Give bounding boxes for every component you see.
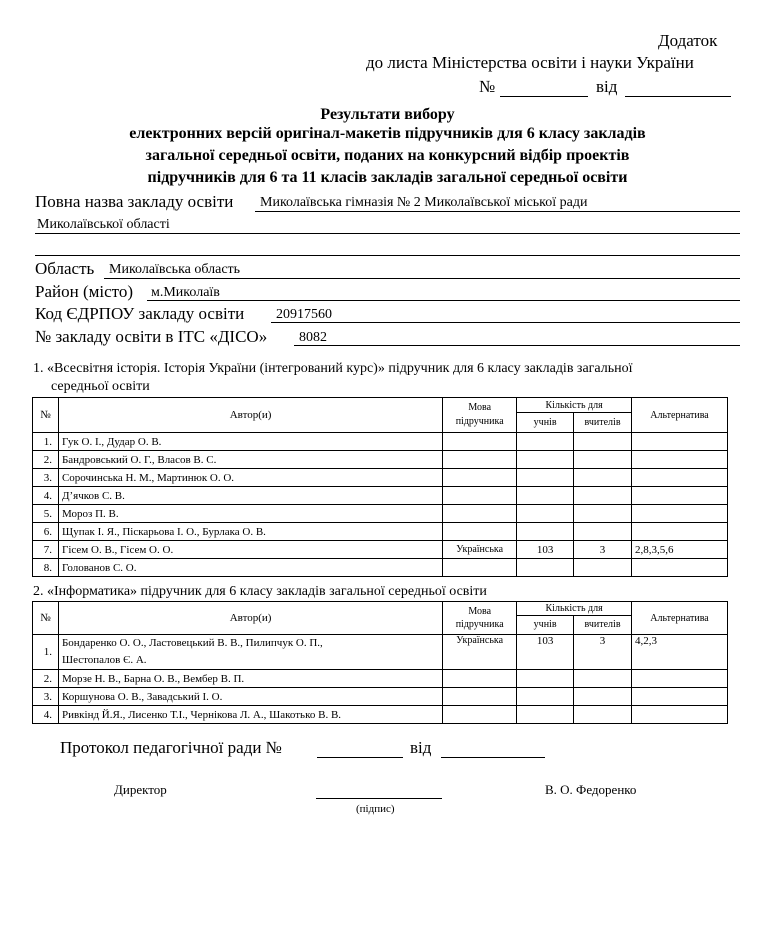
row-alternative: [632, 469, 728, 487]
row-author: Голованов С. О.: [58, 559, 442, 577]
institution-name-value-2: Миколаївської області: [37, 217, 170, 232]
institution-name-line: [255, 211, 740, 212]
table-row: [33, 670, 728, 688]
row-number: 8.: [33, 559, 59, 577]
history-table: [32, 397, 728, 577]
row-author: Гук О. І., Дудар О. В.: [58, 433, 442, 451]
diso-label: № закладу освіти в ІТС «ДІСО»: [35, 327, 268, 346]
row-students: [517, 670, 574, 688]
institution-name-label: Повна назва закладу освіти: [35, 192, 234, 211]
row-alternative: 2,8,3,5,6: [632, 541, 728, 559]
row-author-line-1: Бондаренко О. О., Ластовецький В. В., Пилипчук О. П.,: [61, 637, 323, 649]
header-quantity: Кількість для: [517, 398, 632, 413]
row-number: 4.: [33, 706, 59, 724]
header-no: №: [33, 602, 59, 635]
row-teachers: [574, 559, 632, 577]
header-language: Мова підручника: [443, 398, 517, 433]
director-name: В. О. Федоренко: [545, 782, 637, 797]
row-language: [443, 505, 517, 523]
appendix-label: Додаток: [658, 31, 718, 50]
institution-name-line-2: [35, 233, 740, 234]
header-teachers: вчителів: [574, 615, 632, 634]
row-teachers: [574, 505, 632, 523]
edrpou-line: [271, 322, 740, 323]
row-teachers: [574, 469, 632, 487]
row-author: Бандровський О. Г., Власов В. С.: [58, 451, 442, 469]
row-alternative: [632, 523, 728, 541]
number-blank: [500, 96, 588, 97]
region-line: [104, 278, 740, 279]
row-teachers: 3: [574, 541, 632, 559]
table-row: [33, 505, 728, 523]
row-language: [443, 487, 517, 505]
row-author: Гісем О. В., Гісем О. О.: [58, 541, 442, 559]
signature-line: [316, 798, 442, 799]
section-1-heading: 1. «Всесвітня історія. Історія України (інтегрований курс)» підручник для 6 класу закладів загальної: [33, 361, 633, 376]
date-blank: [625, 96, 731, 97]
row-number: 7.: [33, 541, 59, 559]
row-alternative: [632, 670, 728, 688]
row-teachers: [574, 688, 632, 706]
protocol-number-blank: [317, 757, 403, 758]
header-students: учнів: [517, 615, 574, 634]
header-language: Мова підручника: [443, 602, 517, 635]
row-teachers: [574, 451, 632, 469]
diso-line: [294, 345, 740, 346]
table-row: [33, 523, 728, 541]
edrpou-value: 20917560: [276, 307, 332, 322]
row-number: 3.: [33, 688, 59, 706]
row-number: 4.: [33, 487, 59, 505]
row-students: [517, 505, 574, 523]
row-students: [517, 451, 574, 469]
row-number: 6.: [33, 523, 59, 541]
row-alternative: [632, 451, 728, 469]
header-students: учнів: [517, 413, 574, 433]
row-students: 103: [517, 635, 574, 670]
row-teachers: [574, 523, 632, 541]
row-alternative: [632, 487, 728, 505]
row-alternative: [632, 559, 728, 577]
row-language: [443, 433, 517, 451]
row-alternative: [632, 706, 728, 724]
header-author: Автор(и): [58, 602, 442, 635]
row-number: 1.: [33, 433, 59, 451]
protocol-date-blank: [441, 757, 545, 758]
row-author-line-2: Шестопалов Є. А.: [61, 654, 147, 666]
table-row: [33, 451, 728, 469]
row-language: [443, 706, 517, 724]
table-row: [33, 433, 728, 451]
table-row: [33, 469, 728, 487]
row-number: 2.: [33, 670, 59, 688]
informatics-table: [32, 601, 728, 724]
header-alternative: Альтернатива: [632, 602, 728, 635]
row-author: Ривкінд Й.Я., Лисенко Т.І., Чернікова Л. А., Шакотько В. В.: [58, 706, 442, 724]
protocol-date-label: від: [410, 738, 432, 757]
row-number: 5.: [33, 505, 59, 523]
signature-caption: (підпис): [356, 803, 395, 815]
section-2-heading: 2. «Інформатика» підручник для 6 класу закладів загальної середньої освіти: [33, 584, 487, 599]
row-author: [58, 635, 442, 670]
table-row: [33, 487, 728, 505]
director-label: Директор: [114, 782, 167, 797]
title-line-3: загальної середньої освіти, поданих на конкурсний відбір проектів: [145, 147, 630, 164]
district-value: м.Миколаїв: [151, 285, 220, 300]
header-no: №: [33, 398, 59, 433]
row-author: Сорочинська Н. М., Мартинюк О. О.: [58, 469, 442, 487]
row-students: 103: [517, 541, 574, 559]
row-alternative: 4,2,3: [632, 635, 728, 670]
edrpou-label: Код ЄДРПОУ закладу освіти: [35, 304, 245, 323]
row-language: [443, 688, 517, 706]
number-label: №: [479, 77, 496, 96]
table-row: [33, 688, 728, 706]
row-language: [443, 559, 517, 577]
header-alternative: Альтернатива: [632, 398, 728, 433]
row-students: [517, 706, 574, 724]
institution-name-value: Миколаївська гімназія № 2 Миколаївської міської ради: [260, 195, 588, 210]
protocol-label: Протокол педагогічної ради №: [60, 738, 282, 757]
row-author: Д’ячков С. В.: [58, 487, 442, 505]
row-language: Українська: [443, 541, 517, 559]
row-language: [443, 523, 517, 541]
row-number: 1.: [33, 635, 59, 670]
region-value: Миколаївська область: [109, 262, 241, 277]
row-alternative: [632, 433, 728, 451]
district-line: [147, 300, 740, 301]
row-alternative: [632, 505, 728, 523]
row-author: Щупак І. Я., Піскарьова І. О., Бурлака О. В.: [58, 523, 442, 541]
row-teachers: [574, 670, 632, 688]
row-teachers: [574, 433, 632, 451]
row-number: 3.: [33, 469, 59, 487]
table-row: [33, 559, 728, 577]
row-students: [517, 559, 574, 577]
date-label: від: [596, 77, 618, 96]
table-row: [33, 541, 728, 559]
title-line-1: Результати вибору: [320, 106, 455, 123]
section-1-heading-cont: середньої освіти: [51, 379, 150, 394]
row-students: [517, 487, 574, 505]
header-teachers: вчителів: [574, 413, 632, 433]
row-students: [517, 523, 574, 541]
diso-value: 8082: [299, 330, 327, 345]
table-row: [33, 706, 728, 724]
row-teachers: [574, 487, 632, 505]
institution-name-line-3: [35, 255, 740, 256]
row-language: [443, 451, 517, 469]
row-alternative: [632, 688, 728, 706]
row-author: Морзе Н. В., Барна О. В., Вембер В. П.: [58, 670, 442, 688]
row-teachers: 3: [574, 635, 632, 670]
header-quantity: Кількість для: [517, 602, 632, 616]
title-line-4: підручників для 6 та 11 класів закладів загальної середньої освіти: [147, 169, 628, 186]
row-students: [517, 433, 574, 451]
row-teachers: [574, 706, 632, 724]
row-number: 2.: [33, 451, 59, 469]
letter-reference: до листа Міністерства освіти і науки України: [366, 53, 694, 72]
table-row: [33, 635, 728, 670]
row-author: Коршунова О. В., Завадський І. О.: [58, 688, 442, 706]
header-author: Автор(и): [58, 398, 442, 433]
region-label: Область: [35, 259, 95, 278]
row-students: [517, 688, 574, 706]
row-students: [517, 469, 574, 487]
title-line-2: електронних версій оригінал-макетів підручників для 6 класу закладів: [129, 125, 646, 142]
row-author: Мороз П. В.: [58, 505, 442, 523]
row-language: Українська: [443, 635, 517, 670]
row-language: [443, 469, 517, 487]
district-label: Район (місто): [35, 282, 133, 301]
row-language: [443, 670, 517, 688]
